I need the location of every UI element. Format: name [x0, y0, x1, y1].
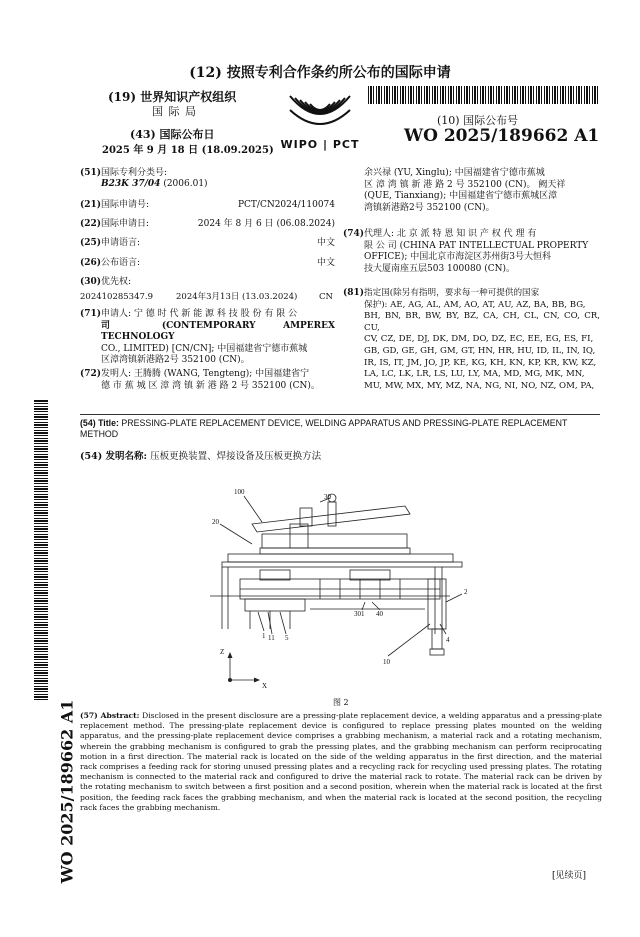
barcode-side: [34, 400, 48, 700]
organization-name: (19) 世界知识产权组织: [108, 90, 237, 104]
title-en-code: (54) Title:: [80, 418, 119, 428]
inid-74: (74): [343, 229, 365, 239]
abstract-code: (57) Abstract:: [80, 711, 140, 720]
filing-language: 中文: [316, 238, 335, 248]
priority-label: 优先权:: [101, 277, 132, 287]
publication-language-label: 公布语言:: [101, 258, 141, 268]
inid-26: (26): [80, 258, 102, 268]
title-separator: [80, 414, 600, 415]
inventor-line: 余兴禄 (YU, Xinglu); 中国福建省宁德市蕉城: [364, 168, 545, 178]
priority-date: 2024年3月13日 (13.03.2024): [176, 292, 298, 302]
states-line: BH, BN, BR, BW, BY, BZ, CA, CH, CL, CN, CO, CR, CU,: [364, 311, 600, 333]
abstract-text: Disclosed in the present disclosure are a pressing-plate replacement device, a welding apparatus and a pressing-plate replacement method. The pressing-plate replacement device is configured to replace pressing plates mounted on the welding apparatus, and the pressing-plate replacement device comprises a grabbing mechanism, a material rack and a rotating mechanism, wherein the grabbing mechanism is configured to grab the pressing plates, and the grabbing mechanism can perform reciprocating motion in a first direction. The material rack is located on the side of the welding apparatus in the first direction, and the material rack comprises a feeding rack for storing unused pressing plates and a recycling rack for recycling used pressing plates. The rotating mechanism is connected to the material rack and configured to drive the material rack to rotate. The material rack can be driven by the rotating mechanism to switch between a first position and a second position, wherein when the material rack is located at the first position, the feeding rack faces the grabbing mechanism, and when the material rack is located at the second position, the recycling rack faces the grabbing mechanism.: [80, 711, 603, 812]
title-en-text: PRESSING-PLATE REPLACEMENT DEVICE, WELDING APPARATUS AND PRESSING-PLATE REPLACEMENT METHOD: [80, 418, 568, 439]
publication-date: 2025 年 9 月 18 日 (18.09.2025): [102, 145, 274, 156]
figure-drawing: [200, 484, 490, 714]
wipo-emblem-icon: [280, 88, 360, 138]
classification-row: [80, 168, 335, 192]
applicant-block: [80, 309, 335, 366]
inid-30: (30): [80, 277, 102, 287]
inventor-line: 区 漳 湾 镇 新 港 路 2 号 352100 (CN)。 阙天祥: [364, 179, 566, 190]
fig-label-1: 1: [262, 632, 266, 640]
inventor-block: [80, 369, 335, 391]
applicant-line: 申请人: 宁 德 时 代 新 能 源 科 技 股 份 有 限 公: [101, 309, 298, 319]
designated-states-block: [343, 288, 600, 391]
states-line: LA, LC, LK, LR, LS, LU, LY, MA, MD, MG, MK, MN,: [364, 369, 585, 380]
publication-language: 中文: [316, 258, 335, 268]
inid-22: (22): [80, 219, 102, 229]
inventor-line: 德 市 蕉 城 区 漳 湾 镇 新 港 路 2 号 352100 (CN)。: [101, 380, 320, 391]
states-line: 保护): AE, AG, AL, AM, AO, AT, AU, AZ, BA, BB, BG,: [364, 299, 586, 310]
inid-81: (81): [343, 288, 365, 298]
fig-label-11: 11: [268, 634, 275, 642]
filing-date: 2024 年 8 月 6 日 (06.08.2024): [197, 219, 335, 229]
barcode-top: [368, 86, 600, 104]
axis-label-x: X: [262, 682, 268, 690]
application-number-label: 国际申请号:: [101, 200, 150, 210]
states-line: GB, GD, GE, GH, GM, GT, HN, HR, HU, ID, IL, IN, IQ,: [364, 345, 596, 356]
title-en: [80, 418, 602, 440]
side-publication-number: WO 2025/189662 A1: [57, 699, 77, 884]
classification-label: 国际专利分类号:: [101, 168, 168, 178]
application-number: PCT/CN2024/110074: [237, 200, 335, 210]
axis-label-z: Z: [220, 648, 225, 656]
fig-label-2: 2: [464, 588, 468, 596]
title-cn: [80, 448, 602, 462]
publication-number: WO 2025/189662 A1: [404, 126, 600, 146]
wipo-logo: [280, 88, 360, 156]
abstract: [80, 711, 602, 813]
states-line: CV, CZ, DE, DJ, DK, DM, DO, DZ, EC, EE, EG, ES, FI,: [364, 334, 594, 345]
fig-label-30: 30: [324, 493, 331, 501]
fig-label-5: 5: [285, 634, 289, 642]
inventor-line: 湾镇新港路2号 352100 (CN)。: [364, 202, 495, 213]
title-cn-text: 压板更换装置、焊接设备及压板更换方法: [150, 451, 322, 462]
publication-date-label: (43) 国际公布日: [130, 128, 215, 141]
fig-label-100: 100: [234, 488, 245, 496]
classification-value: B23K 37/04: [101, 179, 161, 189]
applicant-line: 司 (CONTEMPORARY AMPEREX TECHNOLOGY: [101, 320, 335, 343]
continued-note: [见续页]: [552, 871, 587, 881]
publication-number-label: (10) 国际公布号: [437, 114, 519, 127]
filing-date-label: 国际申请日:: [101, 219, 150, 229]
document-type-heading: (12) 按照专利合作条约所公布的国际申请: [189, 65, 451, 81]
agent-line: OFFICE); 中国北京市海淀区苏州街3号大恒科: [364, 252, 552, 263]
inventor-line: 发明人: 王腾腾 (WANG, Tengteng); 中国福建省宁: [101, 369, 310, 379]
fig-label-4: 4: [446, 636, 450, 644]
applicant-line: 区漳湾镇新港路2号 352100 (CN)。: [101, 355, 250, 366]
states-line: IR, IS, IT, JM, JO, JP, KE, KG, KH, KN, KP, KR, KW, KZ,: [364, 357, 597, 368]
title-cn-code: (54) 发明名称:: [80, 451, 148, 462]
inventor-continued-block: [364, 168, 600, 214]
bureau-name: 国 际 局: [152, 105, 197, 118]
agent-block: [343, 229, 600, 274]
states-line: 指定国(除另有指明，要求每一种可提供的国家: [364, 288, 540, 298]
fig-label-20: 20: [212, 518, 219, 526]
classification-edition: (2006.01): [163, 179, 208, 189]
fig-label-40: 40: [376, 610, 383, 618]
agent-line: 限 公 司 (CHINA PAT INTELLECTUAL PROPERTY: [364, 240, 589, 251]
priority-row: [80, 277, 335, 303]
figure-caption: 图 2: [333, 698, 349, 707]
inid-21: (21): [80, 200, 102, 210]
applicant-line: CO., LIMITED) [CN/CN]; 中国福建省宁德市蕉城: [101, 343, 308, 354]
agent-line: 技大厦南座五层503 100080 (CN)。: [364, 263, 516, 274]
fig-label-10: 10: [383, 658, 390, 666]
priority-number: 202410285347.9: [80, 292, 154, 302]
priority-country: CN: [319, 292, 333, 302]
states-line: MU, MW, MX, MY, MZ, NA, NG, NI, NO, NZ, OM, PA,: [364, 380, 595, 391]
inid-51: (51): [80, 168, 102, 178]
inid-25: (25): [80, 238, 102, 248]
fig-label-301: 301: [354, 610, 365, 618]
inid-71: (71): [80, 309, 102, 319]
filing-language-label: 申请语言:: [101, 238, 141, 248]
inid-72: (72): [80, 369, 102, 379]
wipo-pct-wordmark: WIPO | PCT: [280, 138, 360, 151]
inventor-line: (QUE, Tianxiang); 中国福建省宁德市蕉城区漳: [364, 191, 558, 202]
agent-line: 代理人: 北 京 派 特 恩 知 识 产 权 代 理 有: [364, 229, 537, 239]
